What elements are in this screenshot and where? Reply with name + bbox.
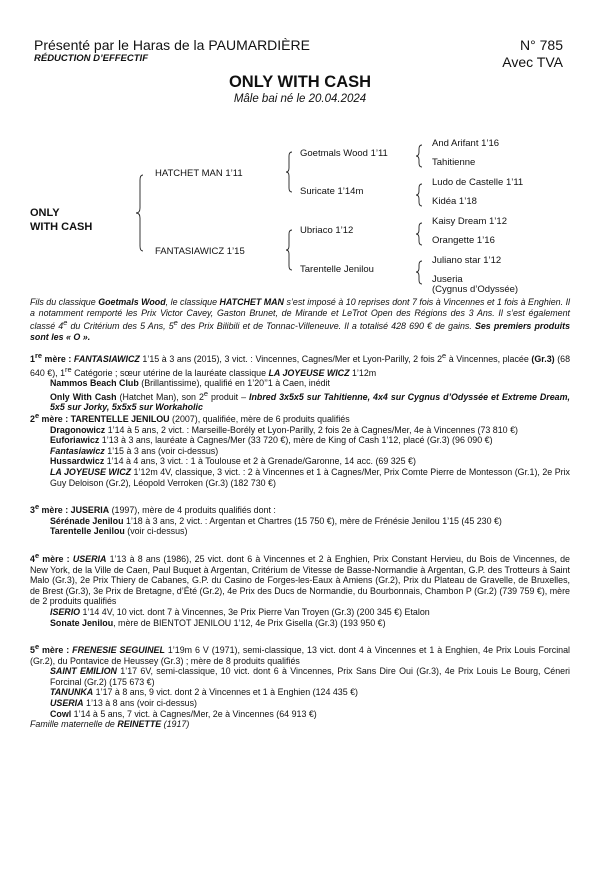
pedigree-sss: And Arifant 1’16 xyxy=(432,138,500,149)
product-text: 1’17 6V, semi-classique, 10 vict. dont 6 à Vincennes, Prix Sans Dire Oui (Gr.3), 4e Prix Louis Le Bourg, Céneri Forcinal (Gr.2) (175 673 €) xyxy=(50,666,570,687)
product-name: TANUNKA xyxy=(50,687,94,698)
mere1-text: (68 640 €), 1 xyxy=(30,353,571,378)
intro-produits: Ses premiers produits sont les « O ». xyxy=(30,321,571,342)
mere5-product xyxy=(50,698,570,709)
mere4-name: USERIA xyxy=(72,553,107,564)
famille-prefix: Famille maternelle de xyxy=(30,719,118,729)
product-name: ISERIO xyxy=(50,606,81,617)
pedigree-ddd: Juseria xyxy=(432,274,463,285)
mere4-header xyxy=(30,551,570,607)
mere5-label2: mère : xyxy=(39,644,73,655)
lot-number: N° 785 xyxy=(520,37,563,53)
mere3-header xyxy=(30,502,570,516)
mere4-sup: e xyxy=(34,551,40,560)
pedigree-dds: Juliano star 1’12 xyxy=(432,255,502,266)
mere1-header xyxy=(30,351,570,378)
pedigree-dsd: Orangette 1’16 xyxy=(432,235,495,246)
horse-name-line1: ONLY xyxy=(30,207,60,219)
mere3-name: JUSERIA xyxy=(70,504,110,515)
mere4-product xyxy=(50,618,570,629)
intro-goetmals: Goetmals Wood xyxy=(98,297,166,307)
mere3-product xyxy=(50,526,570,537)
mere3-label: 3 xyxy=(30,504,35,515)
mere1-text: Catégorie ; sœur utérine de la lauréate classique xyxy=(71,367,269,378)
pedigree-sds: Ludo de Castelle 1’11 xyxy=(432,177,524,188)
product-name: SAINT EMILION xyxy=(50,666,117,677)
mere1-name: FANTASIAWICZ xyxy=(73,353,140,364)
product-text: 1’13 à 8 ans (voir ci-dessus) xyxy=(83,697,197,708)
product-name: Dragonowicz xyxy=(50,424,106,435)
product-text: 1’15 à 3 ans (voir ci-dessus) xyxy=(104,445,219,456)
intro-text: , le classique xyxy=(165,297,220,307)
mere2-label: 2 xyxy=(30,413,35,424)
mere4-label: 4 xyxy=(30,553,35,564)
product-name: LA JOYEUSE WICZ xyxy=(50,466,132,477)
product-name: Tarentelle Jenilou xyxy=(50,526,125,537)
horse-name-line2: WITH CASH xyxy=(30,221,93,233)
product-text: (voir ci-dessus) xyxy=(124,526,188,537)
mere1-text: 1’15 à 3 ans (2015), 3 vict. : Vincennes, Cagnes/Mer et Lyon-Parilly, 2 fois 2 xyxy=(139,353,443,364)
product-inbred: Inbred 3x5x5 sur Tahitienne, 4x4 sur Cygnus d’Odyssée et Extreme Dream, 5x5 sur Jorky, 5x5x5 sur Workaholic xyxy=(50,391,570,413)
pedigree-dam-sire: Ubriaco 1’12 xyxy=(300,225,354,236)
pedigree-sire-sire: Goetmals Wood 1’11 xyxy=(300,148,388,159)
mere2-product xyxy=(50,435,570,446)
product-text: 1’17 à 8 ans, 9 vict. dont 2 à Vincennes et 1 à Enghien (124 435 €) xyxy=(93,687,359,698)
mere4-label2: mère : xyxy=(39,553,73,564)
mere3-text: (1997), mère de 4 produits qualifiés dont : xyxy=(109,504,276,515)
pedigree-dss: Kaisy Dream 1’12 xyxy=(432,216,507,227)
intro-sup: e xyxy=(63,318,68,328)
intro-text: s’est imposé à 10 reprises dont 7 fois à Vincennes et 1 fois à Enghien. Il a notamment remporté les Prix Victor Cavey, Gaston Brunet, de Mirande et LeTrot Open des Régions des 3 Ans. Il s’est également classé 4 xyxy=(30,297,571,332)
horse-title: ONLY WITH CASH xyxy=(228,73,372,91)
reduction-label: RÉDUCTION D’EFFECTIF xyxy=(34,53,148,64)
mere2-product xyxy=(50,456,570,467)
intro-text: du Critérium des 5 Ans, 5 xyxy=(67,321,174,332)
pedigree-sire: HATCHET MAN 1’11 xyxy=(155,168,243,179)
section-mere-3 xyxy=(30,502,570,537)
mere2-name: TARENTELLE JENILOU xyxy=(70,413,170,424)
intro-hatchet: HATCHET MAN xyxy=(219,297,284,307)
mere5-product xyxy=(50,687,570,698)
product-name: Nammos Beach Club xyxy=(50,378,139,389)
mere2-product xyxy=(50,425,570,436)
mere4-text: 1’13 à 8 ans (1986), 25 vict. dont 6 à Vincennes et 2 à Enghien, Prix Constant Hervieu, du Bois de Vincennes, de New York, de la Ville de Caen, Paul Buquet à Argentan, Critérium de Vitesse de Basse-Normandie à Argentan, G.P. des Trotteurs à Saint Malo (Gr.3), 2e Prix Thiery de Cabanes, G.P. du Casino de Forges-les-Eaux à Amiens (Gr.2), Prix du Plateau de Gravelle, de Bruxelles, de Brest (Gr.3), 3e Prix de Bretagne, d’Été (Gr.2), 4e Prix des Ducs de Normandie, du Bourbonnais, Chambon P (Gr.2) (739 759 €), mère de 2 produits qualifiés xyxy=(30,553,570,607)
mere4-product xyxy=(50,607,570,618)
mere5-text: 1’19m 6 V (1971), semi-classique, 13 vict. dont 4 à Vincennes et 1 à Enghien, 4e Prix Louis Forcinal (Gr.2), du Pontavice de Heussey (Gr.3) ; mère de 8 produits qualifiés xyxy=(30,644,571,666)
mere2-label2: mère : xyxy=(39,413,71,424)
intro-text: des Prix Bilibili et de Tonnac-Villeneuve. Il a totalisé 428 690 € de gains. xyxy=(177,321,475,332)
intro-paragraph xyxy=(30,297,570,342)
mere2-header xyxy=(30,411,570,425)
famille-maternelle xyxy=(30,719,189,729)
mere1-text: à Vincennes, placée xyxy=(446,353,532,364)
pedigree-horse-name xyxy=(30,206,92,234)
mere5-sup: e xyxy=(34,642,40,651)
mere3-product xyxy=(50,516,570,527)
mere5-label: 5 xyxy=(30,644,35,655)
mere1-product xyxy=(50,389,570,413)
tva-label: Avec TVA xyxy=(502,54,563,70)
mere1-text: 1’12m xyxy=(349,367,377,378)
famille-name: REINETTE xyxy=(117,719,162,729)
mere2-product xyxy=(50,467,570,488)
product-name: Sonate Jenilou xyxy=(50,617,114,628)
pedigree-ddd-note: (Cygnus d’Odyssée) xyxy=(432,284,519,295)
mere5-product xyxy=(50,709,570,720)
pedigree-dam: FANTASIAWICZ 1’15 xyxy=(155,246,245,257)
mere1-label: 1 xyxy=(30,353,35,364)
presenter-line: Présenté par le Haras de la PAUMARDIÈRE xyxy=(34,37,310,53)
product-text: 1’14 4V, 10 vict. dont 7 à Vincennes, 3e Prix Pierre Van Troyen (Gr.3) (200 345 €) Etalon xyxy=(80,606,430,617)
section-mere-5 xyxy=(30,642,570,719)
mere1-sup2: re xyxy=(65,364,72,374)
product-text: produit – xyxy=(208,391,250,402)
product-text: , mère de BIENTOT JENILOU 1’12, 4e Prix Gisella (Gr.3) (193 950 €) xyxy=(113,617,386,628)
product-name: Euforiawicz xyxy=(50,435,100,446)
product-sup: e xyxy=(203,388,209,398)
mere1-sup1: e xyxy=(442,351,447,360)
mere5-product xyxy=(50,666,570,687)
product-text: (Hatchet Man), son 2 xyxy=(116,391,204,402)
product-text: 1’13 à 3 ans, lauréate à Cagnes/Mer (33 720 €), mère de King of Cash 1’12, placé (Gr.3) (96 090 €) xyxy=(99,435,493,446)
section-mere-4 xyxy=(30,551,570,628)
product-text: 1’14 à 5 ans, 7 vict. à Cagnes/Mer, 2e à Vincennes (64 913 €) xyxy=(71,708,317,719)
product-name: USERIA xyxy=(50,697,84,708)
mere2-sup: e xyxy=(34,411,40,420)
intro-text: Fils du classique xyxy=(30,297,99,307)
product-text: 1’18 à 3 ans, 2 vict. : Argentan et Chartres (15 750 €), mère de Frénésie Jenilou 1’15 (45 230 €) xyxy=(123,515,502,526)
mere1-sup: re xyxy=(34,351,42,360)
famille-suffix: (1917) xyxy=(161,719,190,729)
product-name: Fantasiawicz xyxy=(50,445,105,456)
pedigree-ssd: Tahitienne xyxy=(432,157,476,168)
product-text: 1’12m 4V, classique, 3 vict. : 2 à Vincennes et 1 à Cagnes/Mer, Prix Comte Pierre de Montesson (Gr.1), 2e Prix Guy Deloison (Gr.2), Léopold Verroken (Gr.3) (182 730 €) xyxy=(50,466,570,488)
mere1-gr: (Gr.3) xyxy=(531,353,555,364)
mere3-sup: e xyxy=(34,502,40,511)
section-mere-1 xyxy=(30,351,570,413)
product-name: Only With Cash xyxy=(50,391,117,402)
product-text: 1’14 à 4 ans, 3 vict. : 1 à Toulouse et 2 à Grenade/Garonne, 14 acc. (69 325 €) xyxy=(104,456,416,467)
mere5-name: FRENESIE SEGUINEL xyxy=(72,644,165,655)
intro-sup: e xyxy=(173,318,178,328)
product-name: Sérénade Jenilou xyxy=(50,515,124,526)
horse-subtitle: Mâle bai né le 20.04.2024 xyxy=(233,93,367,105)
product-text: 1’14 à 5 ans, 2 vict. : Marseille-Borély et Lyon-Parilly, 2 fois 2e à Cagnes/Mer, 4e à Vincennes (73 810 €) xyxy=(105,424,518,435)
mere1-lj: LA JOYEUSE WICZ xyxy=(268,367,350,378)
mere1-label2: mère : xyxy=(41,353,74,364)
pedigree-dam-dam: Tarentelle Jenilou xyxy=(300,264,374,275)
product-name: Hussardwicz xyxy=(50,456,105,467)
mere2-product xyxy=(50,446,570,457)
mere2-text: (2007), qualifiée, mère de 6 produits qualifiés xyxy=(169,413,350,424)
mere3-label2: mère : xyxy=(39,504,71,515)
section-mere-2 xyxy=(30,411,570,488)
pedigree-sire-dam: Suricate 1’14m xyxy=(300,186,364,197)
pedigree-sdd: Kidéa 1’18 xyxy=(432,196,477,207)
mere1-product xyxy=(50,378,570,389)
product-text: (Brillantissime), qualifié en 1’20’’1 à Caen, inédit xyxy=(138,378,331,389)
mere5-header xyxy=(30,642,570,666)
product-name: Cowl xyxy=(50,708,72,719)
